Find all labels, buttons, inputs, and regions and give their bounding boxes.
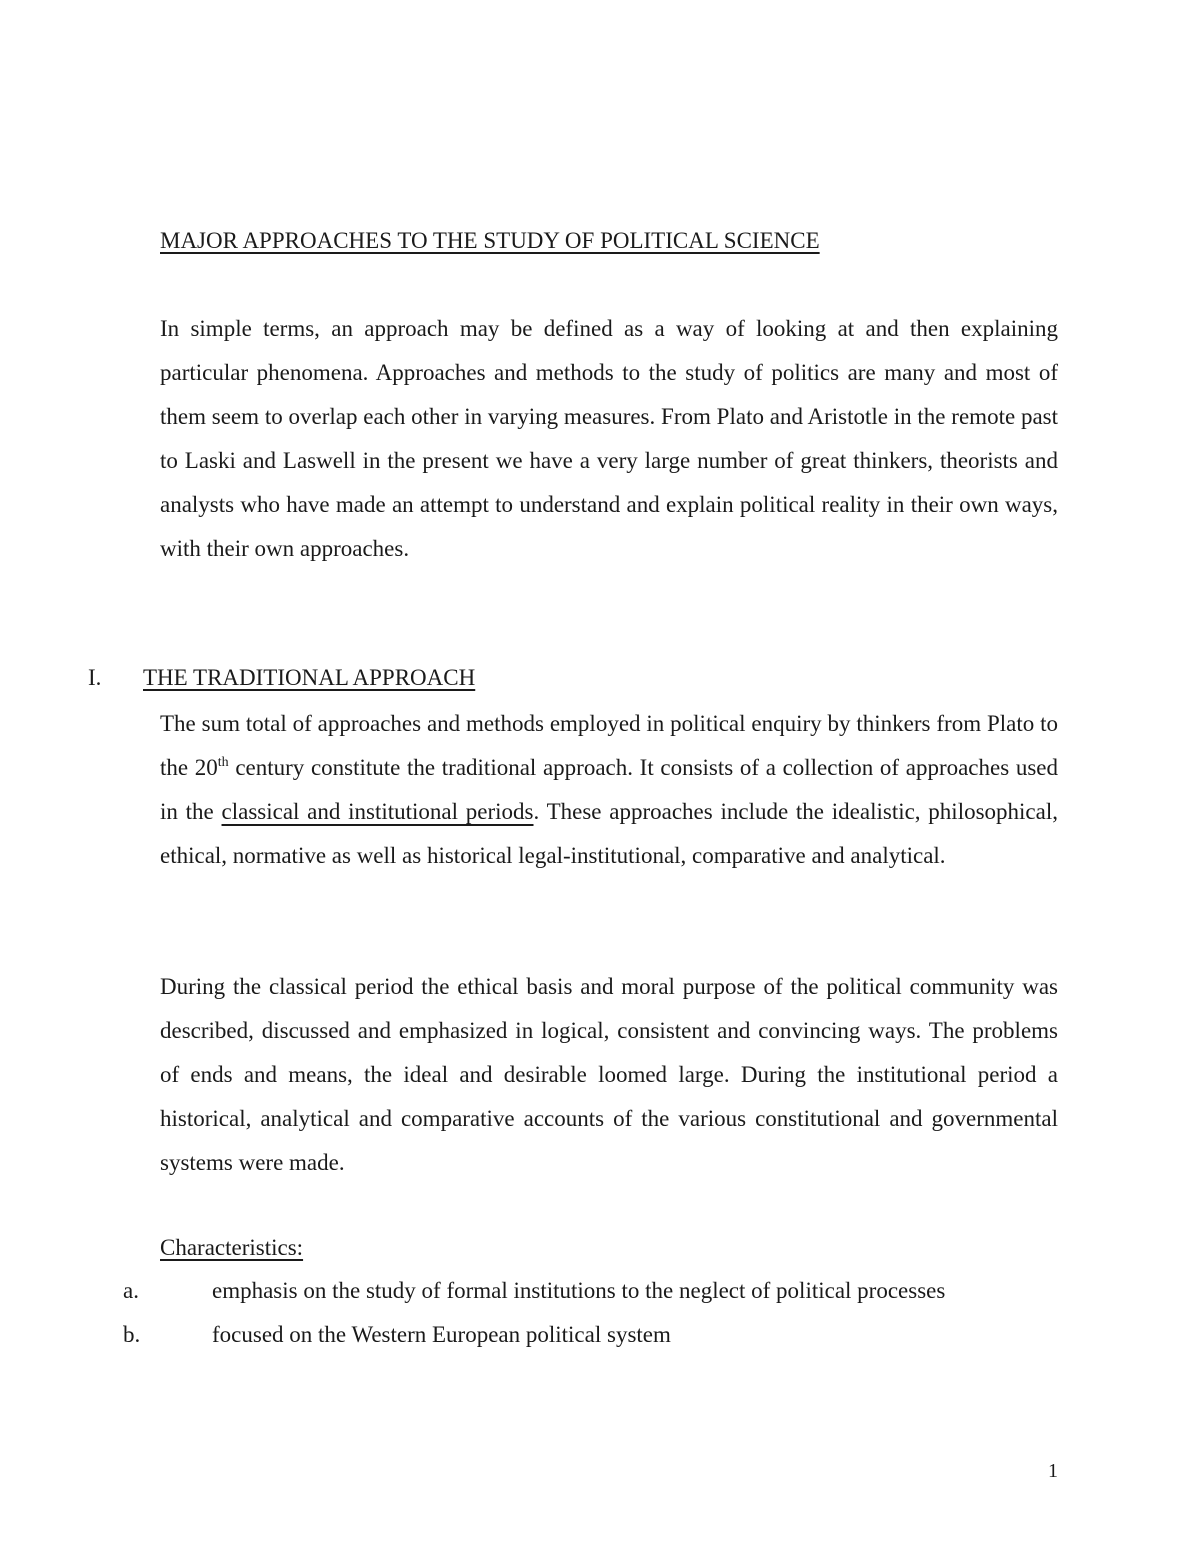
traditional-approach-paragraph bbox=[160, 702, 1058, 878]
paragraph-text: The sum total of approaches and methods employed in political enquiry by thinkers from Plato to the 20 bbox=[160, 711, 1058, 780]
list-item: emphasis on the study of formal institutions to the neglect of political processes bbox=[212, 1278, 946, 1303]
underlined-phrase: classical and institutional periods bbox=[221, 799, 534, 824]
list-marker: b. bbox=[123, 1322, 141, 1347]
document-title: MAJOR APPROACHES TO THE STUDY OF POLITICAL SCIENCE bbox=[160, 228, 820, 253]
section-heading: THE TRADITIONAL APPROACH bbox=[143, 665, 476, 690]
paragraph-text: century constitute the traditional approach. It consists of a collection of approaches used in the bbox=[160, 755, 1058, 824]
paragraph-text: . These approaches include the idealistic, philosophical, ethical, normative as well as historical legal-institutional, comparative and analytical. bbox=[160, 799, 1058, 868]
list-marker: a. bbox=[123, 1278, 139, 1303]
page-number: 1 bbox=[1048, 1460, 1058, 1482]
superscript-th: th bbox=[217, 755, 229, 770]
classical-period-paragraph: During the classical period the ethical basis and moral purpose of the political community was described, discussed and emphasized in logical, consistent and convincing ways. The problems of ends and means, the ideal and desirable loomed large. During the institutional period a historical, analytical and comparative accounts of the various constitutional and governmental systems were made. bbox=[160, 974, 1058, 1175]
intro-paragraph: In simple terms, an approach may be defined as a way of looking at and then explaining particular phenomena. Approaches and methods to the study of politics are many and most of them seem to overlap each other in varying measures. From Plato and Aristotle in the remote past to Laski and Laswell in the present we have a very large number of great thinkers, theorists and analysts who have made an attempt to understand and explain political reality in their own ways, with their own approaches. bbox=[160, 316, 1058, 561]
list-item: focused on the Western European political system bbox=[212, 1322, 671, 1347]
characteristics-heading: Characteristics: bbox=[160, 1235, 304, 1260]
section-number: I. bbox=[88, 665, 102, 690]
